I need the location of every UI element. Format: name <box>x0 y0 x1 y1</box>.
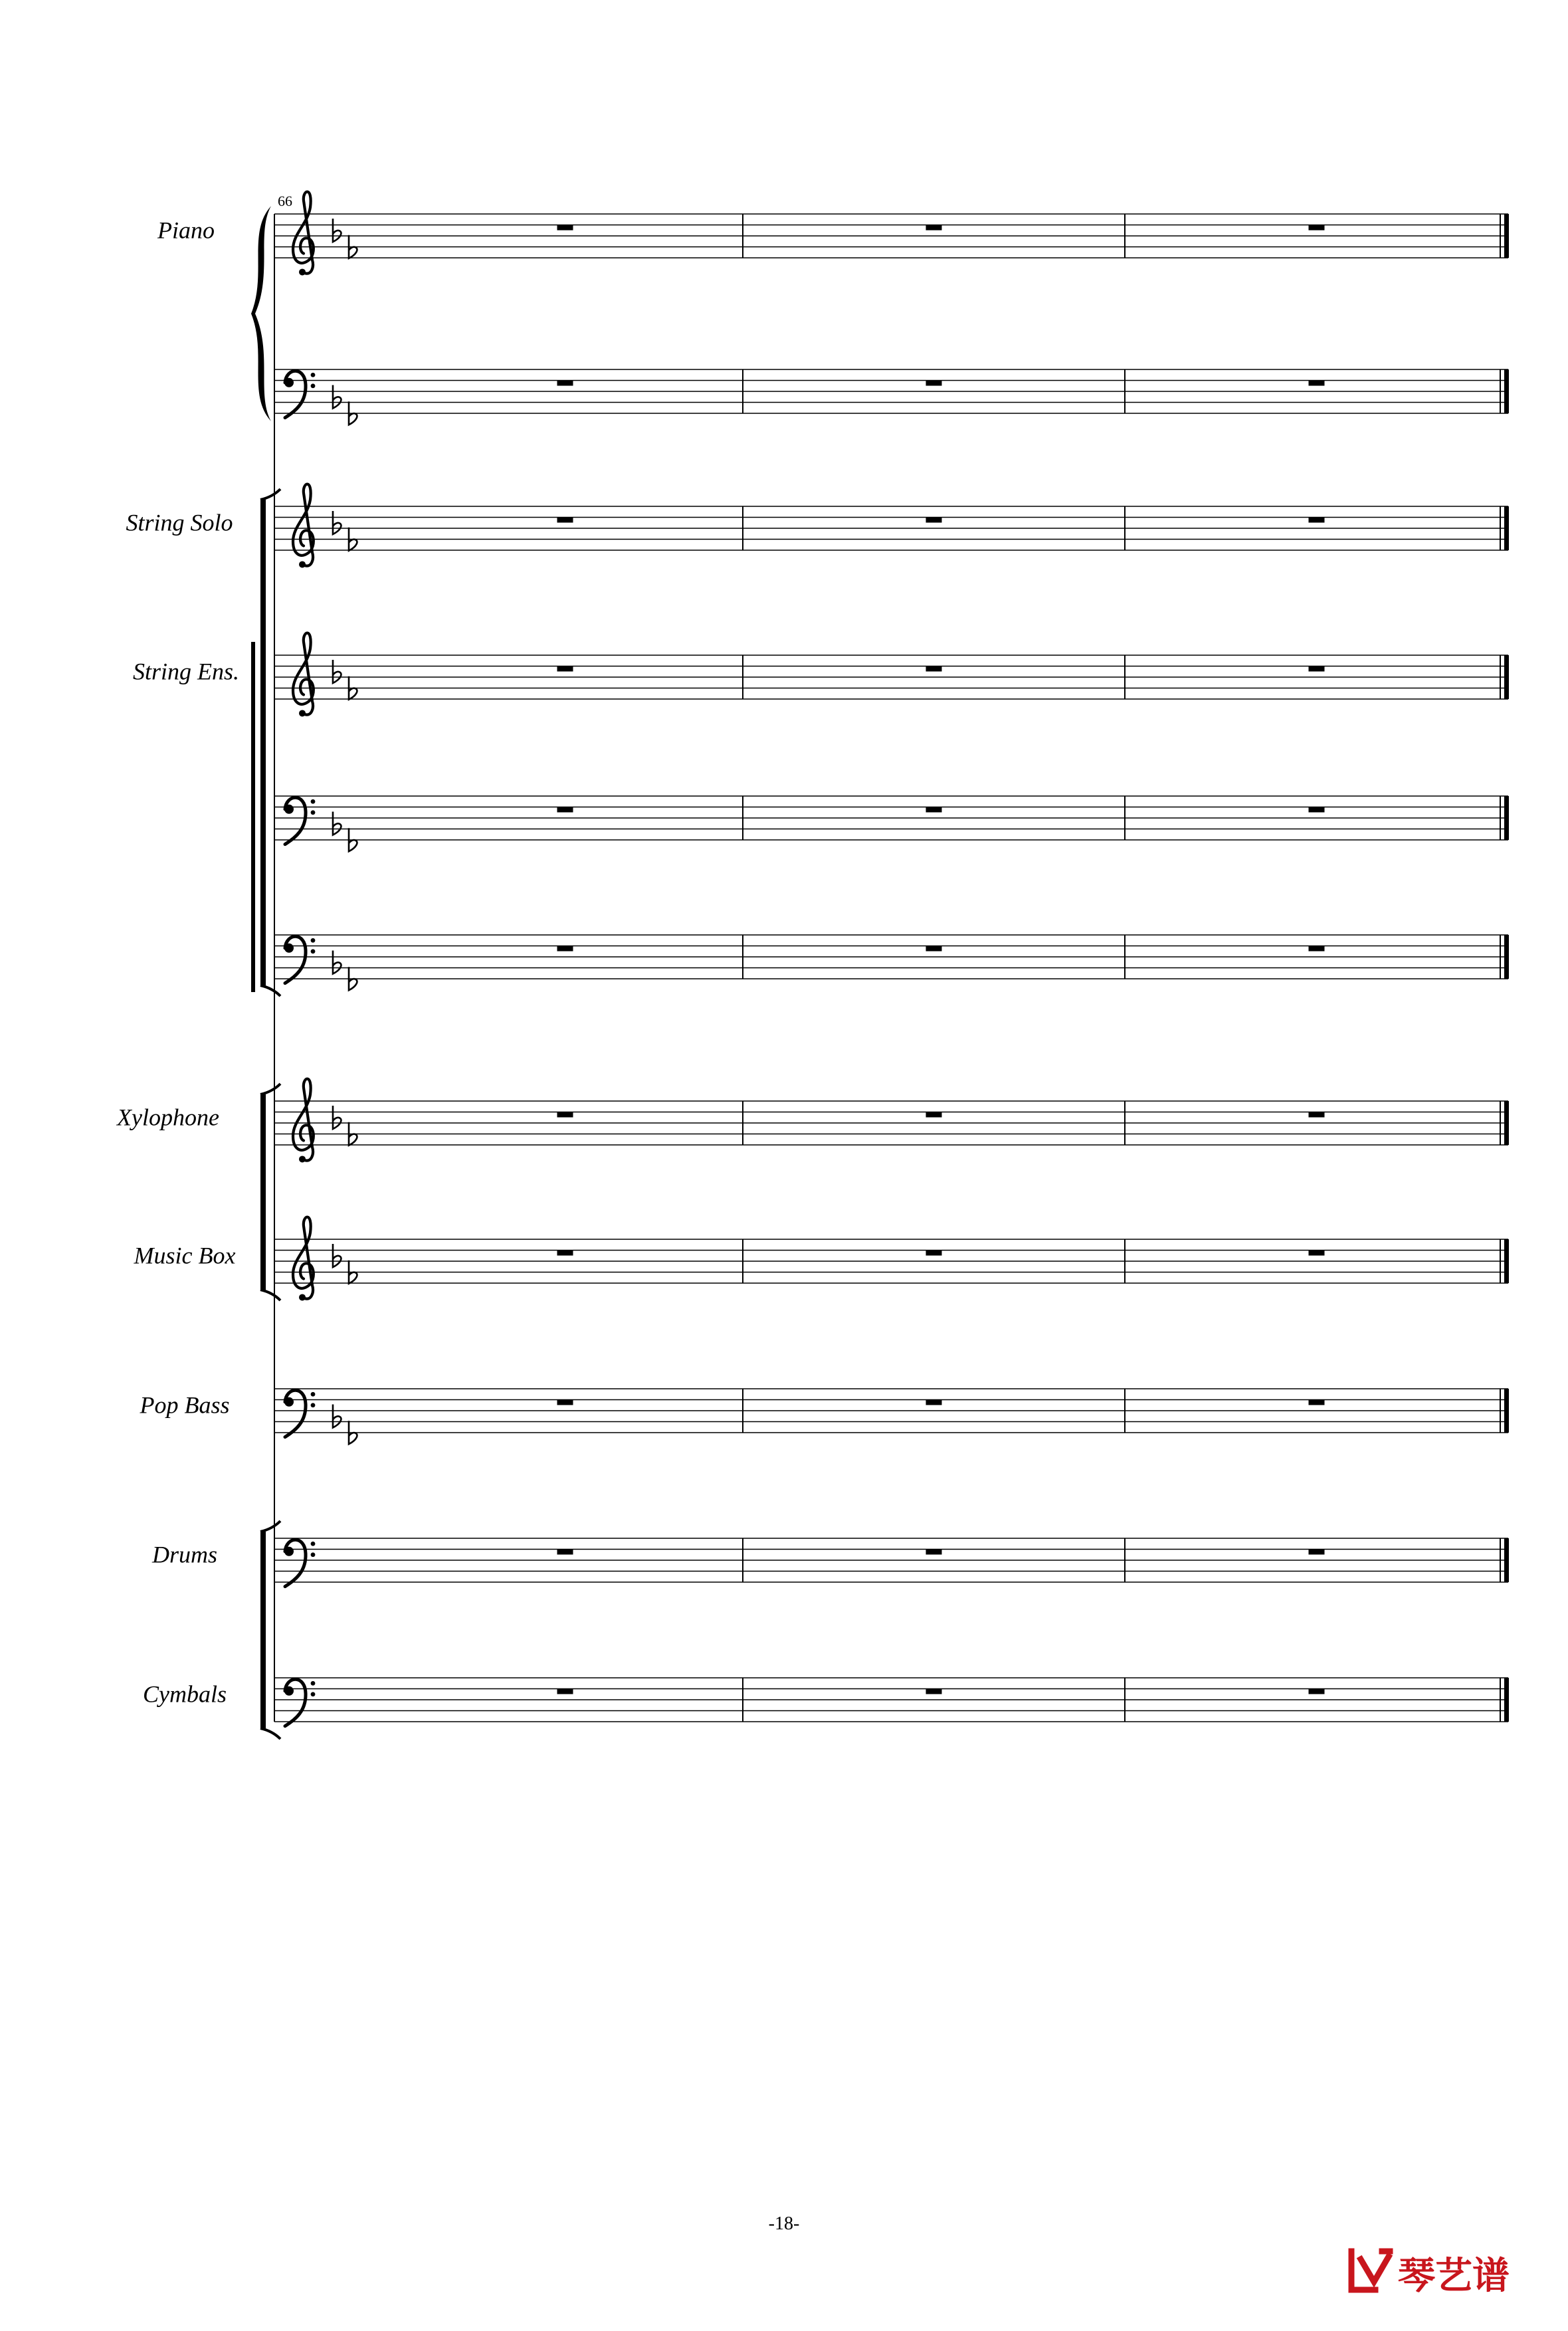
whole-rest-icon <box>926 518 942 523</box>
final-barline-thick <box>1504 369 1509 413</box>
bass-clef-icon <box>311 1552 316 1557</box>
whole-rest-icon <box>1309 518 1325 523</box>
bass-clef-icon <box>311 949 316 954</box>
staff-music-box <box>134 1217 1509 1301</box>
treble-clef-icon <box>299 561 306 567</box>
treble-clef-icon <box>299 1294 306 1300</box>
bass-clef-icon <box>284 1547 294 1556</box>
final-barline-thick <box>1504 655 1509 699</box>
staff-label: Drums <box>151 1541 218 1568</box>
whole-rest-icon <box>926 666 942 672</box>
whole-rest-icon <box>1309 1251 1325 1256</box>
whole-rest-icon <box>1309 946 1325 952</box>
staff-piano-treble <box>157 192 1509 276</box>
flat-icon <box>333 951 341 974</box>
bass-clef-icon <box>284 1686 294 1696</box>
piano-brace <box>251 206 271 421</box>
bass-clef-icon <box>284 805 294 814</box>
mallets-bracket <box>260 1084 280 1300</box>
treble-clef-icon <box>293 192 314 274</box>
bass-clef-icon <box>311 1542 316 1546</box>
flat-icon <box>333 1405 341 1428</box>
whole-rest-icon <box>557 1251 573 1256</box>
flat-icon <box>333 1106 341 1129</box>
bass-clef-icon <box>311 383 316 388</box>
treble-clef-icon <box>293 484 314 566</box>
bass-clef-icon <box>311 1392 316 1397</box>
whole-rest-icon <box>1309 381 1325 386</box>
flat-icon <box>333 1244 341 1267</box>
bracket-hook <box>260 985 280 996</box>
bracket-bar <box>260 500 266 985</box>
bass-clef-icon <box>284 944 294 953</box>
final-barline-thick <box>1504 796 1509 840</box>
staff-string-ens-bass1 <box>274 796 1509 851</box>
score-system <box>116 192 1509 1739</box>
staff-string-solo <box>126 484 1509 568</box>
staff-string-ens-bass2 <box>274 935 1509 990</box>
logo-text: 琴艺谱 <box>1398 2255 1510 2298</box>
whole-rest-icon <box>926 1689 942 1694</box>
flat-icon <box>333 219 341 242</box>
bass-clef-icon <box>311 1681 316 1686</box>
logo-mark-icon <box>1351 2251 1390 2290</box>
bass-clef-icon <box>285 1679 306 1726</box>
whole-rest-icon <box>926 946 942 952</box>
treble-clef-icon <box>299 1156 306 1162</box>
treble-clef-icon <box>299 268 306 275</box>
whole-rest-icon <box>926 1400 942 1405</box>
whole-rest-icon <box>926 1251 942 1256</box>
whole-rest-icon <box>1309 1550 1325 1555</box>
bracket-bar <box>260 1094 266 1290</box>
whole-rest-icon <box>926 225 942 231</box>
string-ens-group-bar <box>251 642 255 992</box>
bass-clef-icon <box>311 938 316 943</box>
bass-clef-icon <box>285 1540 306 1586</box>
bass-clef-icon <box>311 1403 316 1407</box>
staff-label: Piano <box>157 217 215 244</box>
staff-label: String Solo <box>126 509 233 536</box>
bass-clef-icon <box>284 1397 294 1407</box>
staff-xylophone <box>116 1079 1509 1163</box>
bracket-hook <box>260 1728 280 1739</box>
percussion-bracket <box>260 1521 280 1739</box>
whole-rest-icon <box>557 807 573 813</box>
final-barline-thick <box>1504 1239 1509 1283</box>
bass-clef-icon <box>285 371 306 417</box>
whole-rest-icon <box>1309 666 1325 672</box>
whole-rest-icon <box>1309 1689 1325 1694</box>
flat-icon <box>333 385 341 409</box>
whole-rest-icon <box>557 518 573 523</box>
whole-rest-icon <box>557 1112 573 1118</box>
whole-rest-icon <box>557 381 573 386</box>
whole-rest-icon <box>557 666 573 672</box>
bracket-hook <box>260 1290 280 1300</box>
bass-clef-icon <box>285 797 306 844</box>
treble-clef-icon <box>293 1217 314 1299</box>
whole-rest-icon <box>926 1550 942 1555</box>
final-barline-thick <box>1504 1389 1509 1433</box>
bass-clef-icon <box>311 799 316 804</box>
bass-clef-icon <box>284 378 294 387</box>
qinyipu-logo <box>1351 2251 1510 2298</box>
whole-rest-icon <box>1309 1112 1325 1118</box>
bracket-hook <box>260 1521 280 1532</box>
staff-drums <box>151 1538 1509 1587</box>
bracket-hook <box>260 1084 280 1094</box>
staff-string-ens-treble <box>133 633 1509 717</box>
flat-icon <box>333 511 341 534</box>
staff-cymbals <box>143 1678 1509 1726</box>
treble-clef-icon <box>293 1079 314 1161</box>
bracket-hook <box>260 489 280 500</box>
whole-rest-icon <box>557 1550 573 1555</box>
final-barline-thick <box>1504 1101 1509 1145</box>
flat-icon <box>333 812 341 835</box>
final-barline-thick <box>1504 214 1509 258</box>
staff-label: Pop Bass <box>140 1391 230 1419</box>
final-barline-thick <box>1504 1538 1509 1582</box>
whole-rest-icon <box>926 1112 942 1118</box>
final-barline-thick <box>1504 1678 1509 1722</box>
staff-label: Cymbals <box>143 1680 227 1708</box>
staff-label: String Ens. <box>132 658 240 685</box>
whole-rest-icon <box>1309 225 1325 231</box>
whole-rest-icon <box>1309 807 1325 813</box>
whole-rest-icon <box>557 1689 573 1694</box>
bass-clef-icon <box>311 1692 316 1696</box>
bracket-bar <box>260 1532 266 1728</box>
bass-clef-icon <box>285 936 306 983</box>
whole-rest-icon <box>557 946 573 952</box>
treble-clef-icon <box>299 710 306 716</box>
bass-clef-icon <box>285 1390 306 1437</box>
final-barline-thick <box>1504 506 1509 550</box>
staff-pop-bass <box>140 1389 1510 1444</box>
whole-rest-icon <box>557 225 573 231</box>
whole-rest-icon <box>1309 1400 1325 1405</box>
measure-number: 66 <box>278 193 292 209</box>
whole-rest-icon <box>926 381 942 386</box>
flat-icon <box>333 660 341 683</box>
treble-clef-icon <box>293 633 314 715</box>
staff-piano-bass <box>274 369 1509 425</box>
final-barline-thick <box>1504 935 1509 979</box>
staff-label: Music Box <box>134 1242 236 1269</box>
whole-rest-icon <box>926 807 942 813</box>
page-number: -18- <box>768 2213 800 2234</box>
bass-clef-icon <box>311 373 316 377</box>
strings-bracket <box>260 489 280 996</box>
staff-label: Xylophone <box>117 1104 219 1131</box>
whole-rest-icon <box>557 1400 573 1405</box>
bass-clef-icon <box>311 810 316 815</box>
